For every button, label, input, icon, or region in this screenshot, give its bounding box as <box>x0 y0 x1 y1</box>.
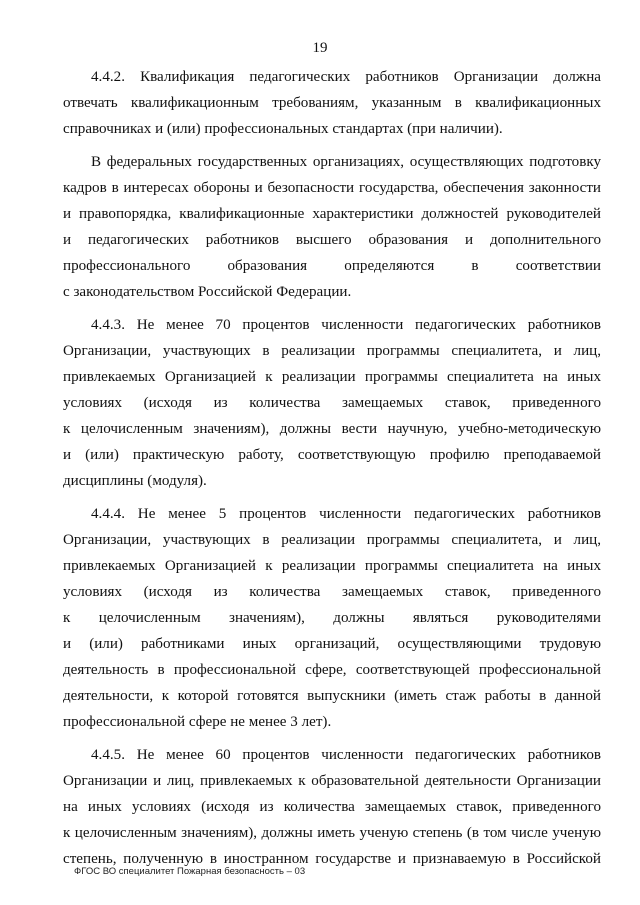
paragraph-4-4-3 <box>63 312 601 494</box>
text-line: и (или) практическую работу, соответствующую профилю преподаваемой <box>63 447 601 463</box>
text-line: привлекаемых Организацией к реализации программы специалитета на иных <box>63 558 601 574</box>
text-line: степень, полученную в иностранном государстве и признаваемую в Российской <box>63 851 601 867</box>
text-line: и правопорядка, квалификационные характеристики должностей руководителей <box>63 206 601 222</box>
text-line: к целочисленным значениям), должны являться руководителями <box>63 610 601 626</box>
text-line: и (или) работниками иных организаций, осуществляющими трудовую <box>63 636 601 652</box>
text-line: с законодательством Российской Федерации. <box>63 284 352 300</box>
document-body <box>63 64 601 872</box>
text-line: Организации, участвующих в реализации программы специалитета, и лиц, <box>63 343 601 359</box>
text-line: 4.4.2. Квалификация педагогических работников Организации должна <box>91 69 601 85</box>
paragraph-4-4-4 <box>63 501 601 735</box>
text-line: справочниках и (или) профессиональных стандартах (при наличии). <box>63 121 503 137</box>
text-line: условиях (исходя из количества замещаемых ставок, приведенного <box>63 395 601 411</box>
text-line: отвечать квалификационным требованиям, указанным в квалификационных <box>63 95 601 111</box>
text-line: к целочисленным значениям), должны иметь ученую степень (в том числе ученую <box>63 825 601 841</box>
text-line: привлекаемых Организацией к реализации программы специалитета на иных <box>63 369 601 385</box>
paragraph-4-4-2 <box>63 64 601 142</box>
text-line: и педагогических работников высшего образования и дополнительного <box>63 232 601 248</box>
text-line: профессионального образования определяются в соответствии <box>63 258 601 274</box>
paragraph-4-4-5 <box>63 742 601 872</box>
text-line: кадров в интересах обороны и безопасности государства, обеспечения законности <box>63 180 601 196</box>
text-line: условиях (исходя из количества замещаемых ставок, приведенного <box>63 584 601 600</box>
text-line: на иных условиях (исходя из количества замещаемых ставок, приведенного <box>63 799 601 815</box>
text-line: к целочисленным значениям), должны вести научную, учебно-методическую <box>63 421 601 437</box>
text-line: Организации и лиц, привлекаемых к образовательной деятельности Организации <box>63 773 601 789</box>
text-line: 4.4.3. Не менее 70 процентов численности педагогических работников <box>91 317 601 333</box>
paragraph-4-4-2-continued <box>63 149 601 305</box>
text-line: Организации, участвующих в реализации программы специалитета, и лиц, <box>63 532 601 548</box>
text-line: 4.4.5. Не менее 60 процентов численности педагогических работников <box>91 747 601 763</box>
text-line: В федеральных государственных организациях, осуществляющих подготовку <box>91 154 601 170</box>
document-footer: ФГОС ВО специалитет Пожарная безопасность – 03 <box>74 866 306 877</box>
page-number: 19 <box>312 40 328 56</box>
text-line: деятельность в профессиональной сфере, соответствующей профессиональной <box>63 662 601 678</box>
text-line: дисциплины (модуля). <box>63 473 207 489</box>
text-line: 4.4.4. Не менее 5 процентов численности педагогических работников <box>91 506 601 522</box>
text-line: деятельности, к которой готовятся выпускники (иметь стаж работы в данной <box>63 688 601 704</box>
text-line: профессиональной сфере не менее 3 лет). <box>63 714 332 730</box>
